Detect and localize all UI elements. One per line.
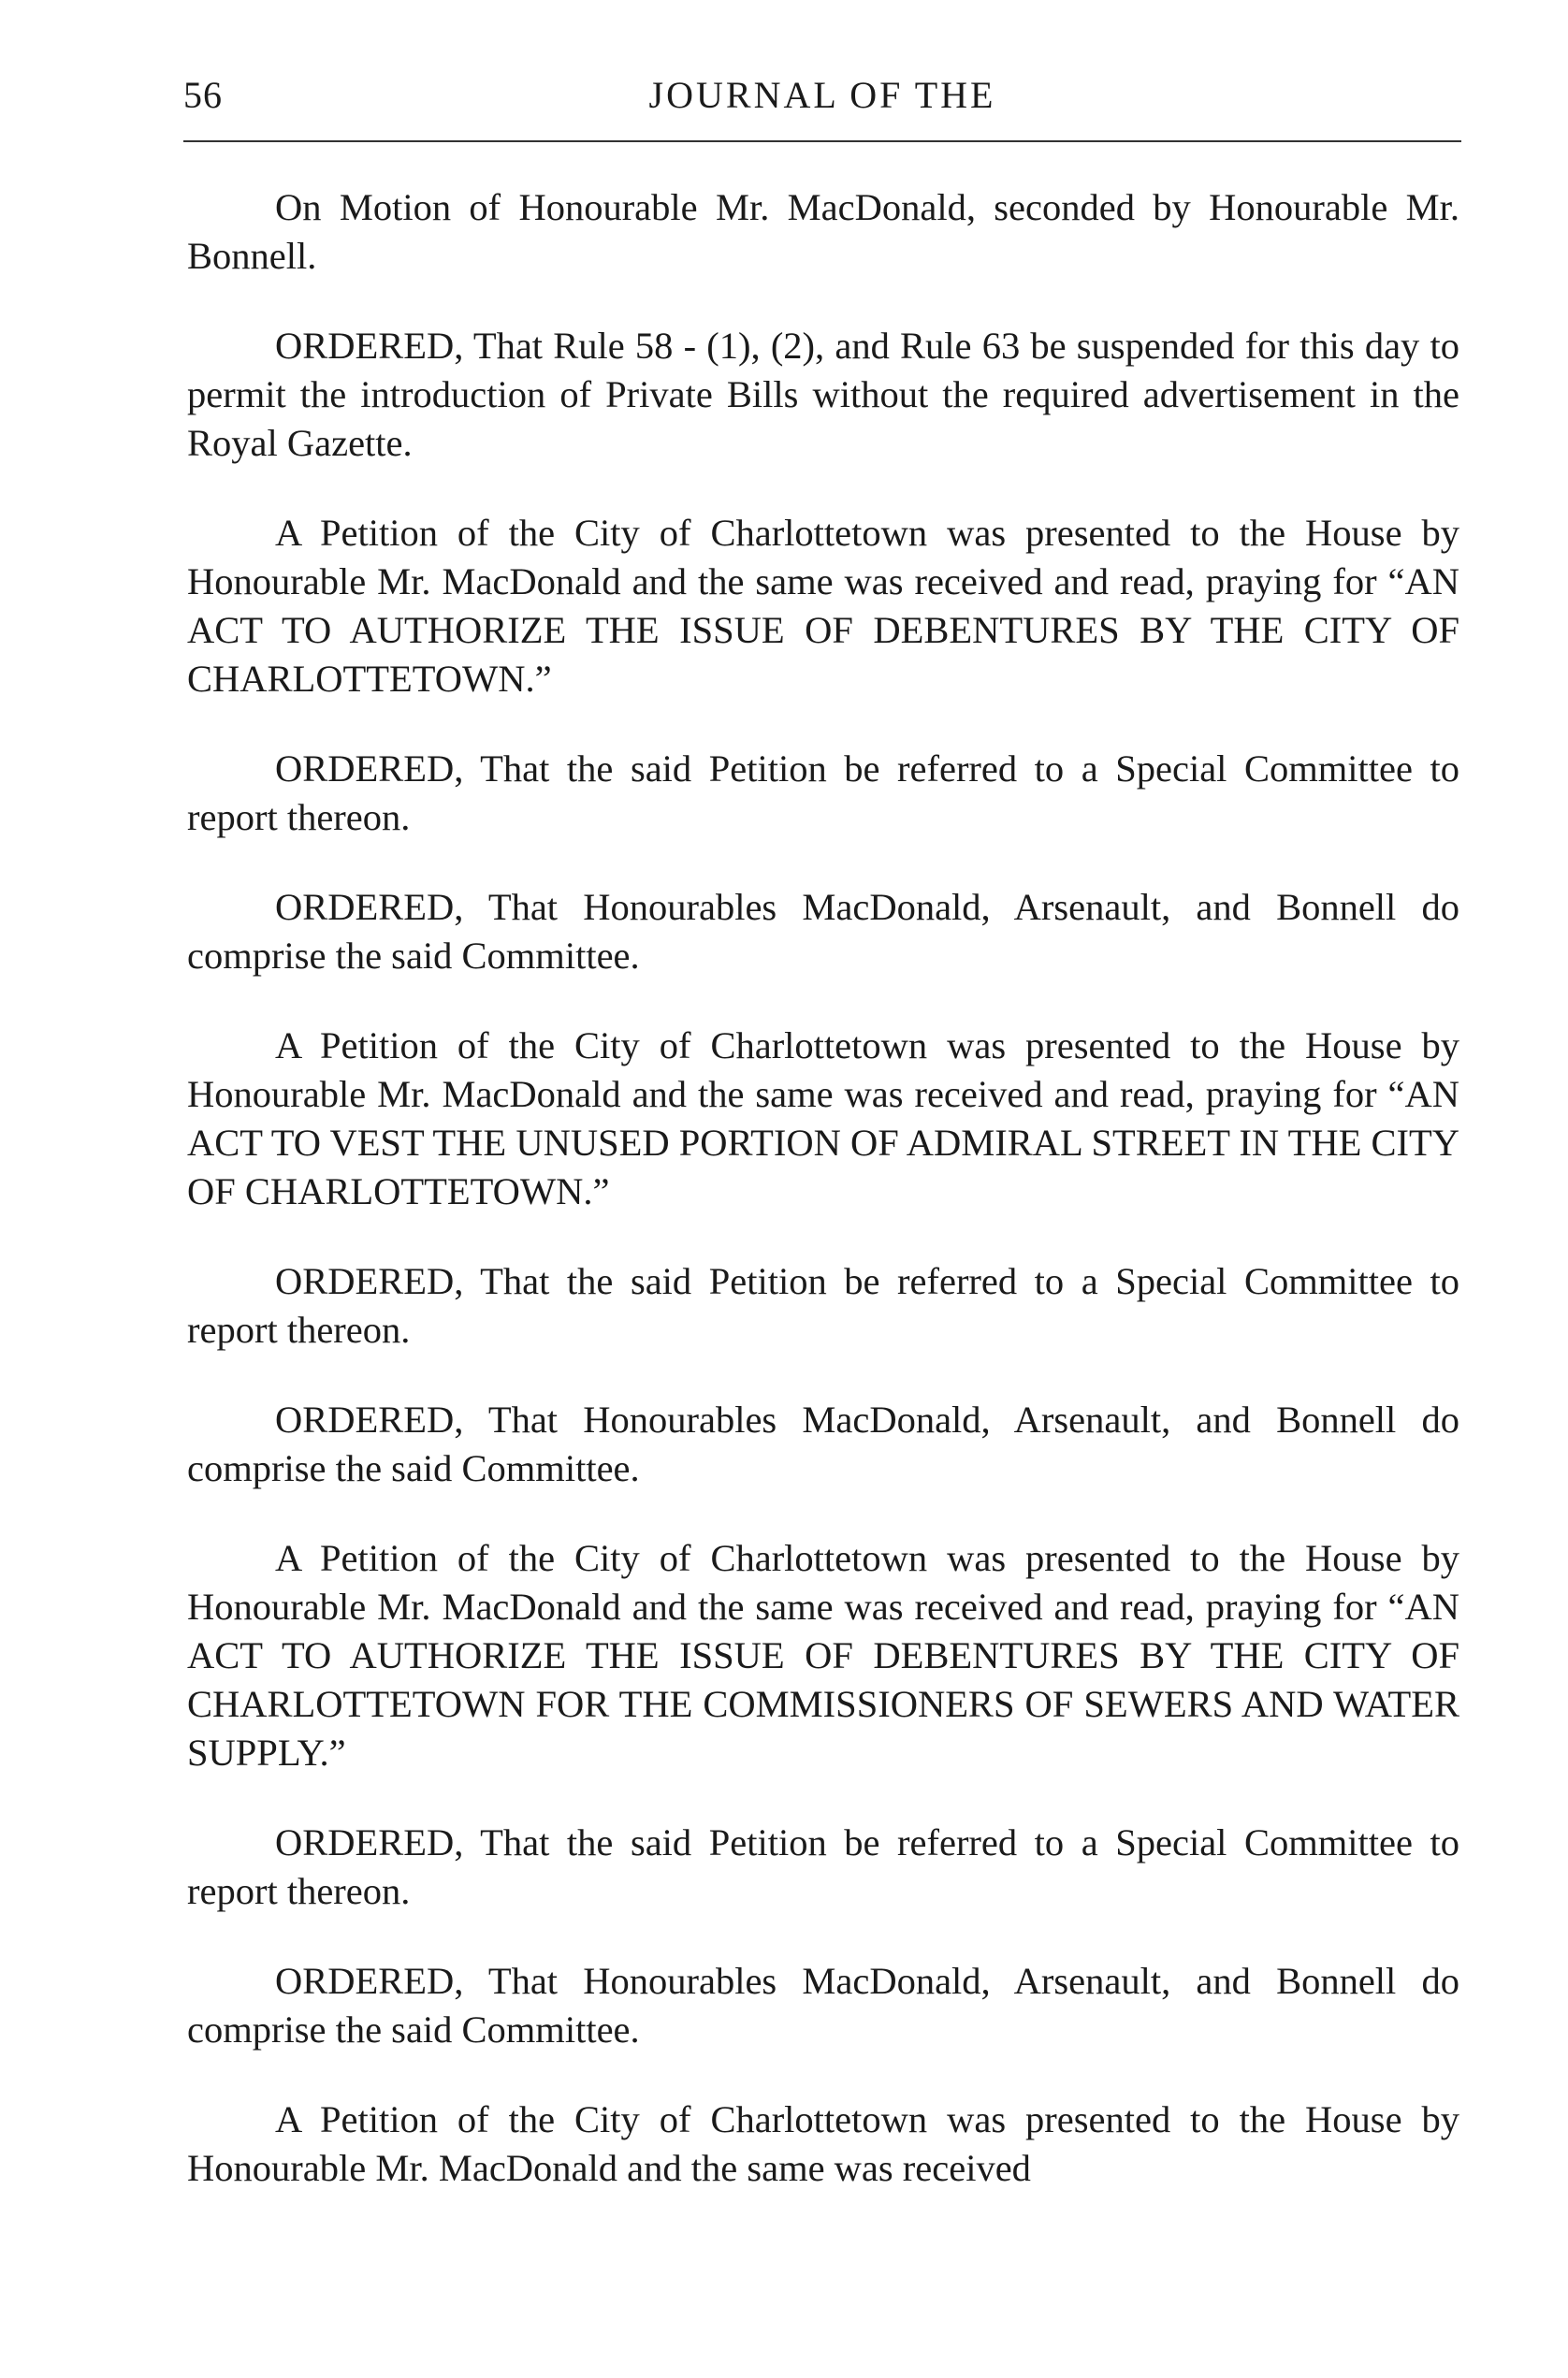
paragraph-ordered-referral: ORDERED, That the said Petition be referred to a Special Committee to report thereon. [187, 1260, 1459, 1351]
header-rule [183, 140, 1461, 142]
paragraph-ordered-referral: ORDERED, That the said Petition be referred to a Special Committee to report thereon. [187, 747, 1459, 838]
paragraph-ordered-committee: ORDERED, That Honourables MacDonald, Arsenault, and Bonnell do comprise the said Committee. [187, 1960, 1459, 2051]
paragraph-petition-continued: A Petition of the City of Charlottetown was presented to the House by Honourable Mr. MacDonald and the same was received [187, 2098, 1459, 2189]
paragraph-petition-sewers-water: A Petition of the City of Charlottetown was presented to the House by Honourable Mr. MacDonald and the same was received and read, praying for “AN ACT TO AUTHORIZE THE ISSUE OF DEBENTURES BY THE CITY OF CHARLOTTETOWN FOR THE COMMISSIONERS OF SEWERS AND WATER SUPPLY.” [187, 1537, 1459, 1774]
page-header [183, 73, 1461, 129]
paragraph-ordered-committee: ORDERED, That Honourables MacDonald, Arsenault, and Bonnell do comprise the said Committee. [187, 886, 1459, 977]
paragraph-petition-debentures: A Petition of the City of Charlottetown was presented to the House by Honourable Mr. MacDonald and the same was received and read, praying for “AN ACT TO AUTHORIZE THE ISSUE OF DEBENTURES BY THE CITY OF CHARLOTTETOWN.” [187, 512, 1459, 700]
paragraph-petition-admiral-street: A Petition of the City of Charlottetown was presented to the House by Honourable Mr. MacDonald and the same was received and read, praying for “AN ACT TO VEST THE UNUSED PORTION OF ADMIRAL STREET IN THE CITY OF CHARLOTTETOWN.” [187, 1024, 1459, 1212]
paragraph-ordered-committee: ORDERED, That Honourables MacDonald, Arsenault, and Bonnell do comprise the said Committee. [187, 1399, 1459, 1489]
paragraph-motion: On Motion of Honourable Mr. MacDonald, seconded by Honourable Mr. Bonnell. [187, 186, 1459, 277]
page-number: 56 [183, 74, 223, 116]
paragraph-ordered-referral: ORDERED, That the said Petition be referred to a Special Committee to report thereon. [187, 1821, 1459, 1912]
body-text [187, 183, 1459, 2234]
paragraph-ordered-rule-suspension: ORDERED, That Rule 58 - (1), (2), and Rule 63 be suspended for this day to permit the introduction of Private Bills without the required advertisement in the Royal Gazette. [187, 325, 1459, 464]
running-head: JOURNAL OF THE [648, 74, 996, 116]
